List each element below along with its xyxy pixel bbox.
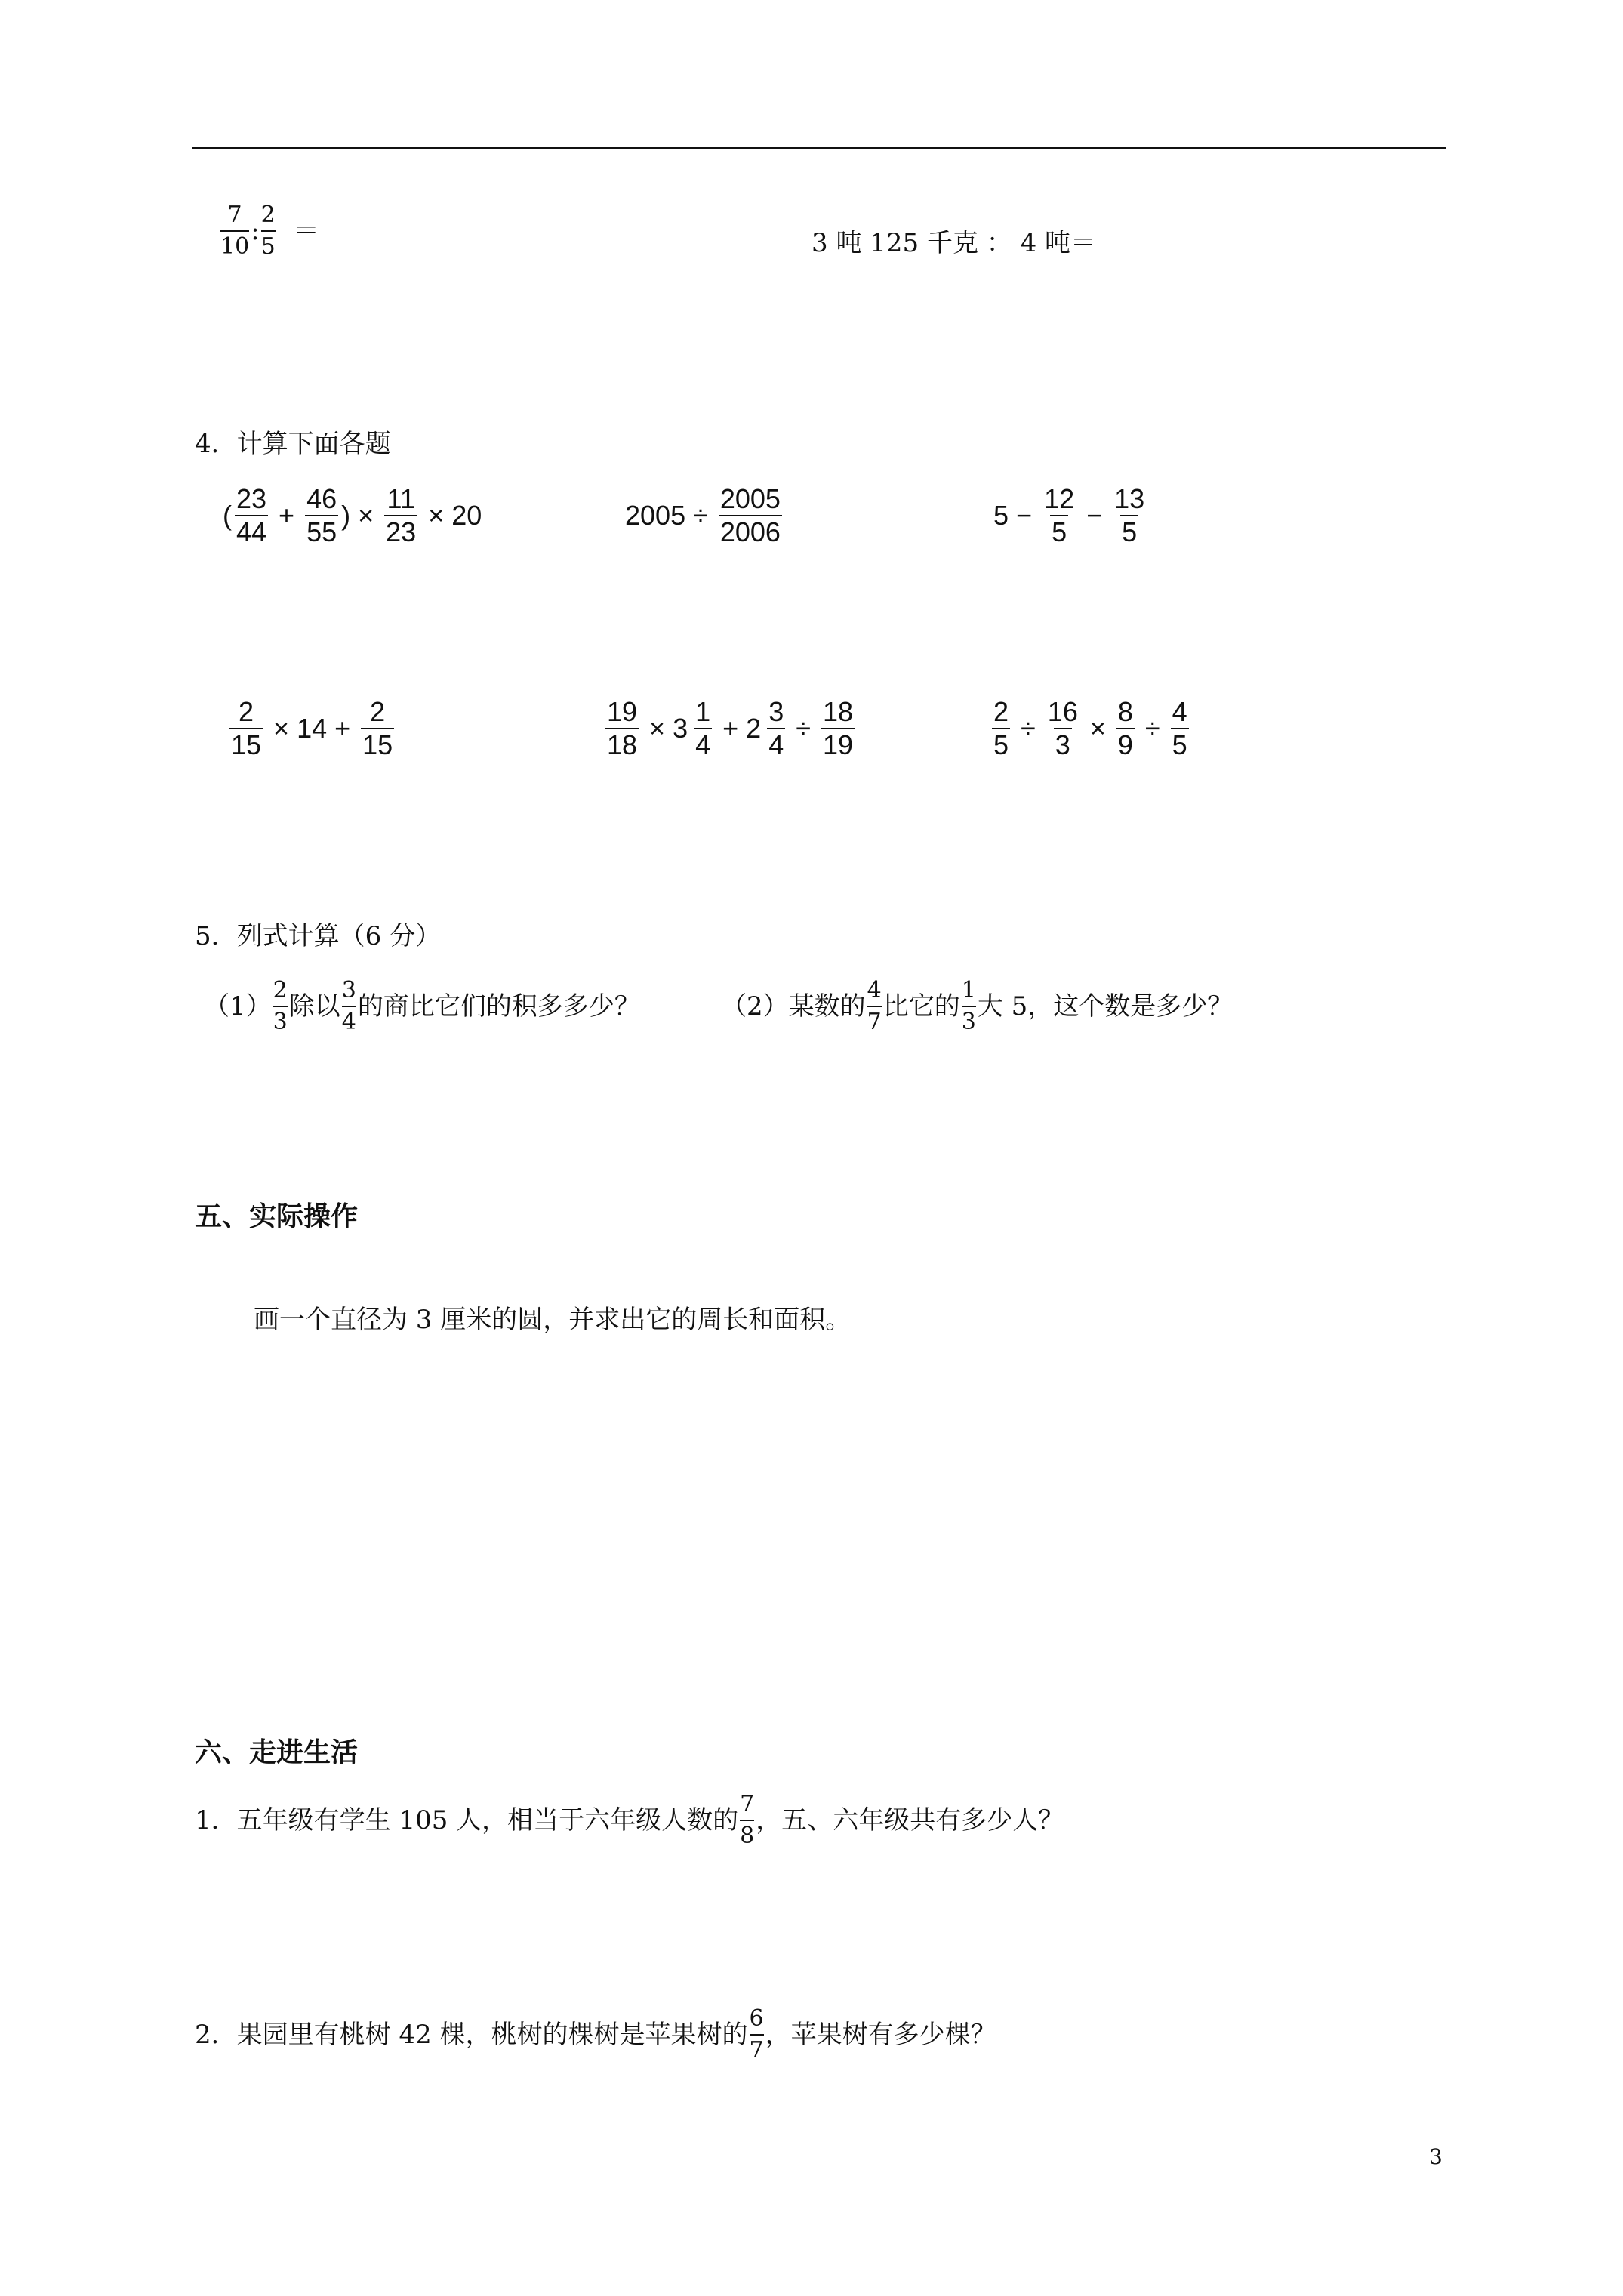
word-problem-2: （2）某数的 4 7 比它的 1 3 大 5，这个数是多少？: [721, 975, 1233, 1037]
fraction: $\frac{3}{4}$: [768, 696, 784, 760]
fraction: $\frac{1}{4}$: [695, 696, 711, 760]
ratio-expression-2: 3 吨 125 千克 ： 4 吨＝: [812, 228, 1097, 258]
fraction: 4 7: [867, 975, 882, 1037]
fraction: 2 3: [273, 975, 288, 1037]
calc-expression-3: 5 − $\frac{12}{5}$ − $\frac{13}{5}$: [993, 483, 1145, 547]
practice-section-title: 五、实际操作: [195, 1200, 359, 1232]
fraction: 2 5: [261, 200, 276, 262]
calc-expression-5: $\frac{19}{18}$ × 3 $\frac{1}{4}$ + 2 $\frac{3}{4}$ ÷ $\frac{18}{19}$: [607, 696, 854, 760]
life-problem-2: 2．果园里有桃树 42 棵，桃树的棵树是苹果树的 6 7 ，苹果树有多少棵？: [195, 2004, 996, 2066]
header-rule: [192, 147, 1446, 149]
section-5-title: 5．列式计算（6 分）: [195, 921, 442, 951]
word-problem-1: （1） 2 3 除以 3 4 的商比它们的积多多少？: [204, 975, 640, 1037]
calc-expression-6: $\frac{2}{5}$ ÷ $\frac{16}{3}$ × $\frac{8}{9}$ ÷ $\frac{4}{5}$: [993, 696, 1187, 760]
life-problem-1: 1．五年级有学生 105 人，相当于六年级人数的 7 8 ，五、六年级共有多少人？: [195, 1789, 1064, 1851]
fraction: 6 7: [750, 2004, 764, 2066]
fraction: $\frac{2}{15}$: [231, 696, 262, 760]
calc-expression-1: ( $\frac{23}{44}$ + $\frac{46}{55}$ ) × $\frac{11}{23}$ × 20: [223, 483, 482, 547]
fraction: $\frac{2}{15}$: [362, 696, 393, 760]
calc-expression-4: $\frac{2}{15}$ × 14 + $\frac{2}{15}$: [231, 696, 393, 760]
fraction: 3 4: [342, 975, 356, 1037]
fraction: $\frac{23}{44}$: [236, 483, 267, 547]
fraction: $\frac{11}{23}$: [386, 483, 417, 547]
fraction: 1 3: [962, 975, 976, 1037]
fraction: $\frac{18}{19}$: [823, 696, 854, 760]
fraction: $\frac{2}{5}$: [993, 696, 1009, 760]
fraction: $\frac{8}{9}$: [1117, 696, 1133, 760]
life-section-title: 六、走进生活: [195, 1737, 359, 1768]
section-4-title: 4．计算下面各题: [195, 429, 391, 459]
fraction: $\frac{16}{3}$: [1047, 696, 1078, 760]
fraction: 7 8: [740, 1789, 754, 1851]
fraction: $\frac{2005}{2006}$: [719, 483, 781, 547]
fraction: $\frac{4}{5}$: [1172, 696, 1187, 760]
fraction: $\frac{19}{18}$: [607, 696, 638, 760]
fraction: $\frac{12}{5}$: [1044, 483, 1075, 547]
fraction: $\frac{46}{55}$: [306, 483, 337, 547]
ratio-expression-1: 7 10 : 2 5 ＝: [219, 200, 319, 262]
practice-task: 画一个直径为 3 厘米的圆，并求出它的周长和面积。: [254, 1305, 852, 1335]
fraction: $\frac{13}{5}$: [1114, 483, 1145, 547]
calc-expression-2: 2005 ÷ $\frac{2005}{2006}$: [625, 483, 781, 547]
fraction: 7 10: [220, 200, 249, 262]
page-number: 3: [1429, 2144, 1443, 2169]
